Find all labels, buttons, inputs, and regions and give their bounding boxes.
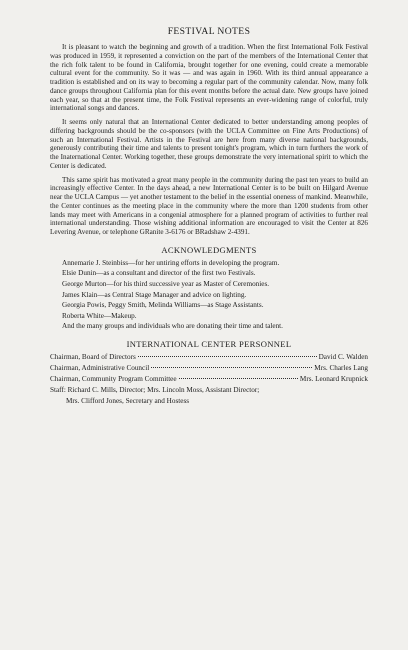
acknowledgment-line: George Murton—for his third successive year as Master of Ceremonies. xyxy=(62,279,270,288)
acknowledgments-title: ACKNOWLEDGMENTS xyxy=(161,244,257,255)
festival-notes-title: FESTIVAL NOTES xyxy=(167,26,251,37)
staff-line: Staff: Richard C. Mills, Director; Mrs. Lincoln Moss, Assistant Director; xyxy=(50,386,260,395)
personnel-title: INTERNATIONAL CENTER PERSONNEL xyxy=(126,339,292,350)
personnel-name: Mrs. Leonard Krupnick xyxy=(299,375,368,384)
personnel-role: Chairman, Administrative Council xyxy=(50,364,150,373)
leader-dots xyxy=(151,367,312,368)
personnel-name: Mrs. Charles Lang xyxy=(314,364,368,373)
festival-paragraph-2: It seems only natural that an International Center dedicated to better understanding among peoples of differing backgrounds should be the co-sponsors (with the UCLA Committee on Fine Arts Productions) of such an International Festival. Artists in the Festival are here from many diverse national backgrounds, generously contributing their time and talents to present tonight's program, which in turn furthers the work of the Inaternational Center. Working together, these groups demonstrate the very international spirit to which the Center is dedicated. xyxy=(50,118,368,170)
acknowledgment-line: Elsie Dunin—as a consultant and director of the first two Festivals. xyxy=(62,269,256,278)
acknowledgment-line: Roberta White—Makeup. xyxy=(62,311,137,320)
personnel-row xyxy=(50,352,368,363)
acknowledgment-line: Annemarie J. Steinbiss—for her untiring efforts in developing the program. xyxy=(62,258,280,267)
personnel-name: David C. Walden xyxy=(318,353,368,362)
acknowledgment-line: Georgia Powis, Peggy Smith, Melinda Williams—as Stage Assistants. xyxy=(62,301,264,310)
page-content xyxy=(50,26,368,407)
personnel-role: Chairman, Board of Directors xyxy=(50,353,136,362)
acknowledgments-closing: And the many groups and individuals who are donating their time and talent. xyxy=(62,322,283,331)
personnel-row xyxy=(50,363,368,374)
festival-paragraph-3: This same spirit has motivated a great many people in the community during the past ten years to build an increasingly effective Center. In the days ahead, a new International Center is to be built on Hilgard Avenue near the UCLA Campus — yet another testament to the belief in the essential oneness of mankind. Meanwhile, the Center continues as the meeting place in the community where the more than 1200 students from other lands may meet with Americans in a congenial atmosphere for a planned program of activities to further real international understanding. Those wishing additional information are encouraged to visit the Center at 826 Levering Avenue, or telephone GRanite 3-6176 or BRadshaw 2-4391. xyxy=(50,175,368,236)
festival-paragraph-1: It is pleasant to watch the beginning and growth of a tradition. When the first International Folk Festival was produced in 1959, it represented a conviction on the part of the members of the International Center that the rich folk talent to be found in California, brought together for one evening, could create a memorable cultural event for the community. So it was — and was again in 1960. With its third annual appearance a tradition is established and on its way to becoming a regular part of the community calendar. Now, many folk dance groups throughout California plan for this event months before the actual date. New groups have joined each year, so that at the present time, the Folk Festival represents an ever-widening range of colorful, truly international songs and dances. xyxy=(50,43,368,113)
leader-dots xyxy=(138,356,317,357)
leader-dots xyxy=(179,378,298,379)
personnel-role: Chairman, Community Program Committee xyxy=(50,375,177,384)
acknowledgment-line: James Klain—as Central Stage Manager and advice on lighting. xyxy=(62,290,247,299)
staff-line-continued: Mrs. Clifford Jones, Secretary and Hostess xyxy=(66,397,190,406)
personnel-row xyxy=(50,374,368,385)
